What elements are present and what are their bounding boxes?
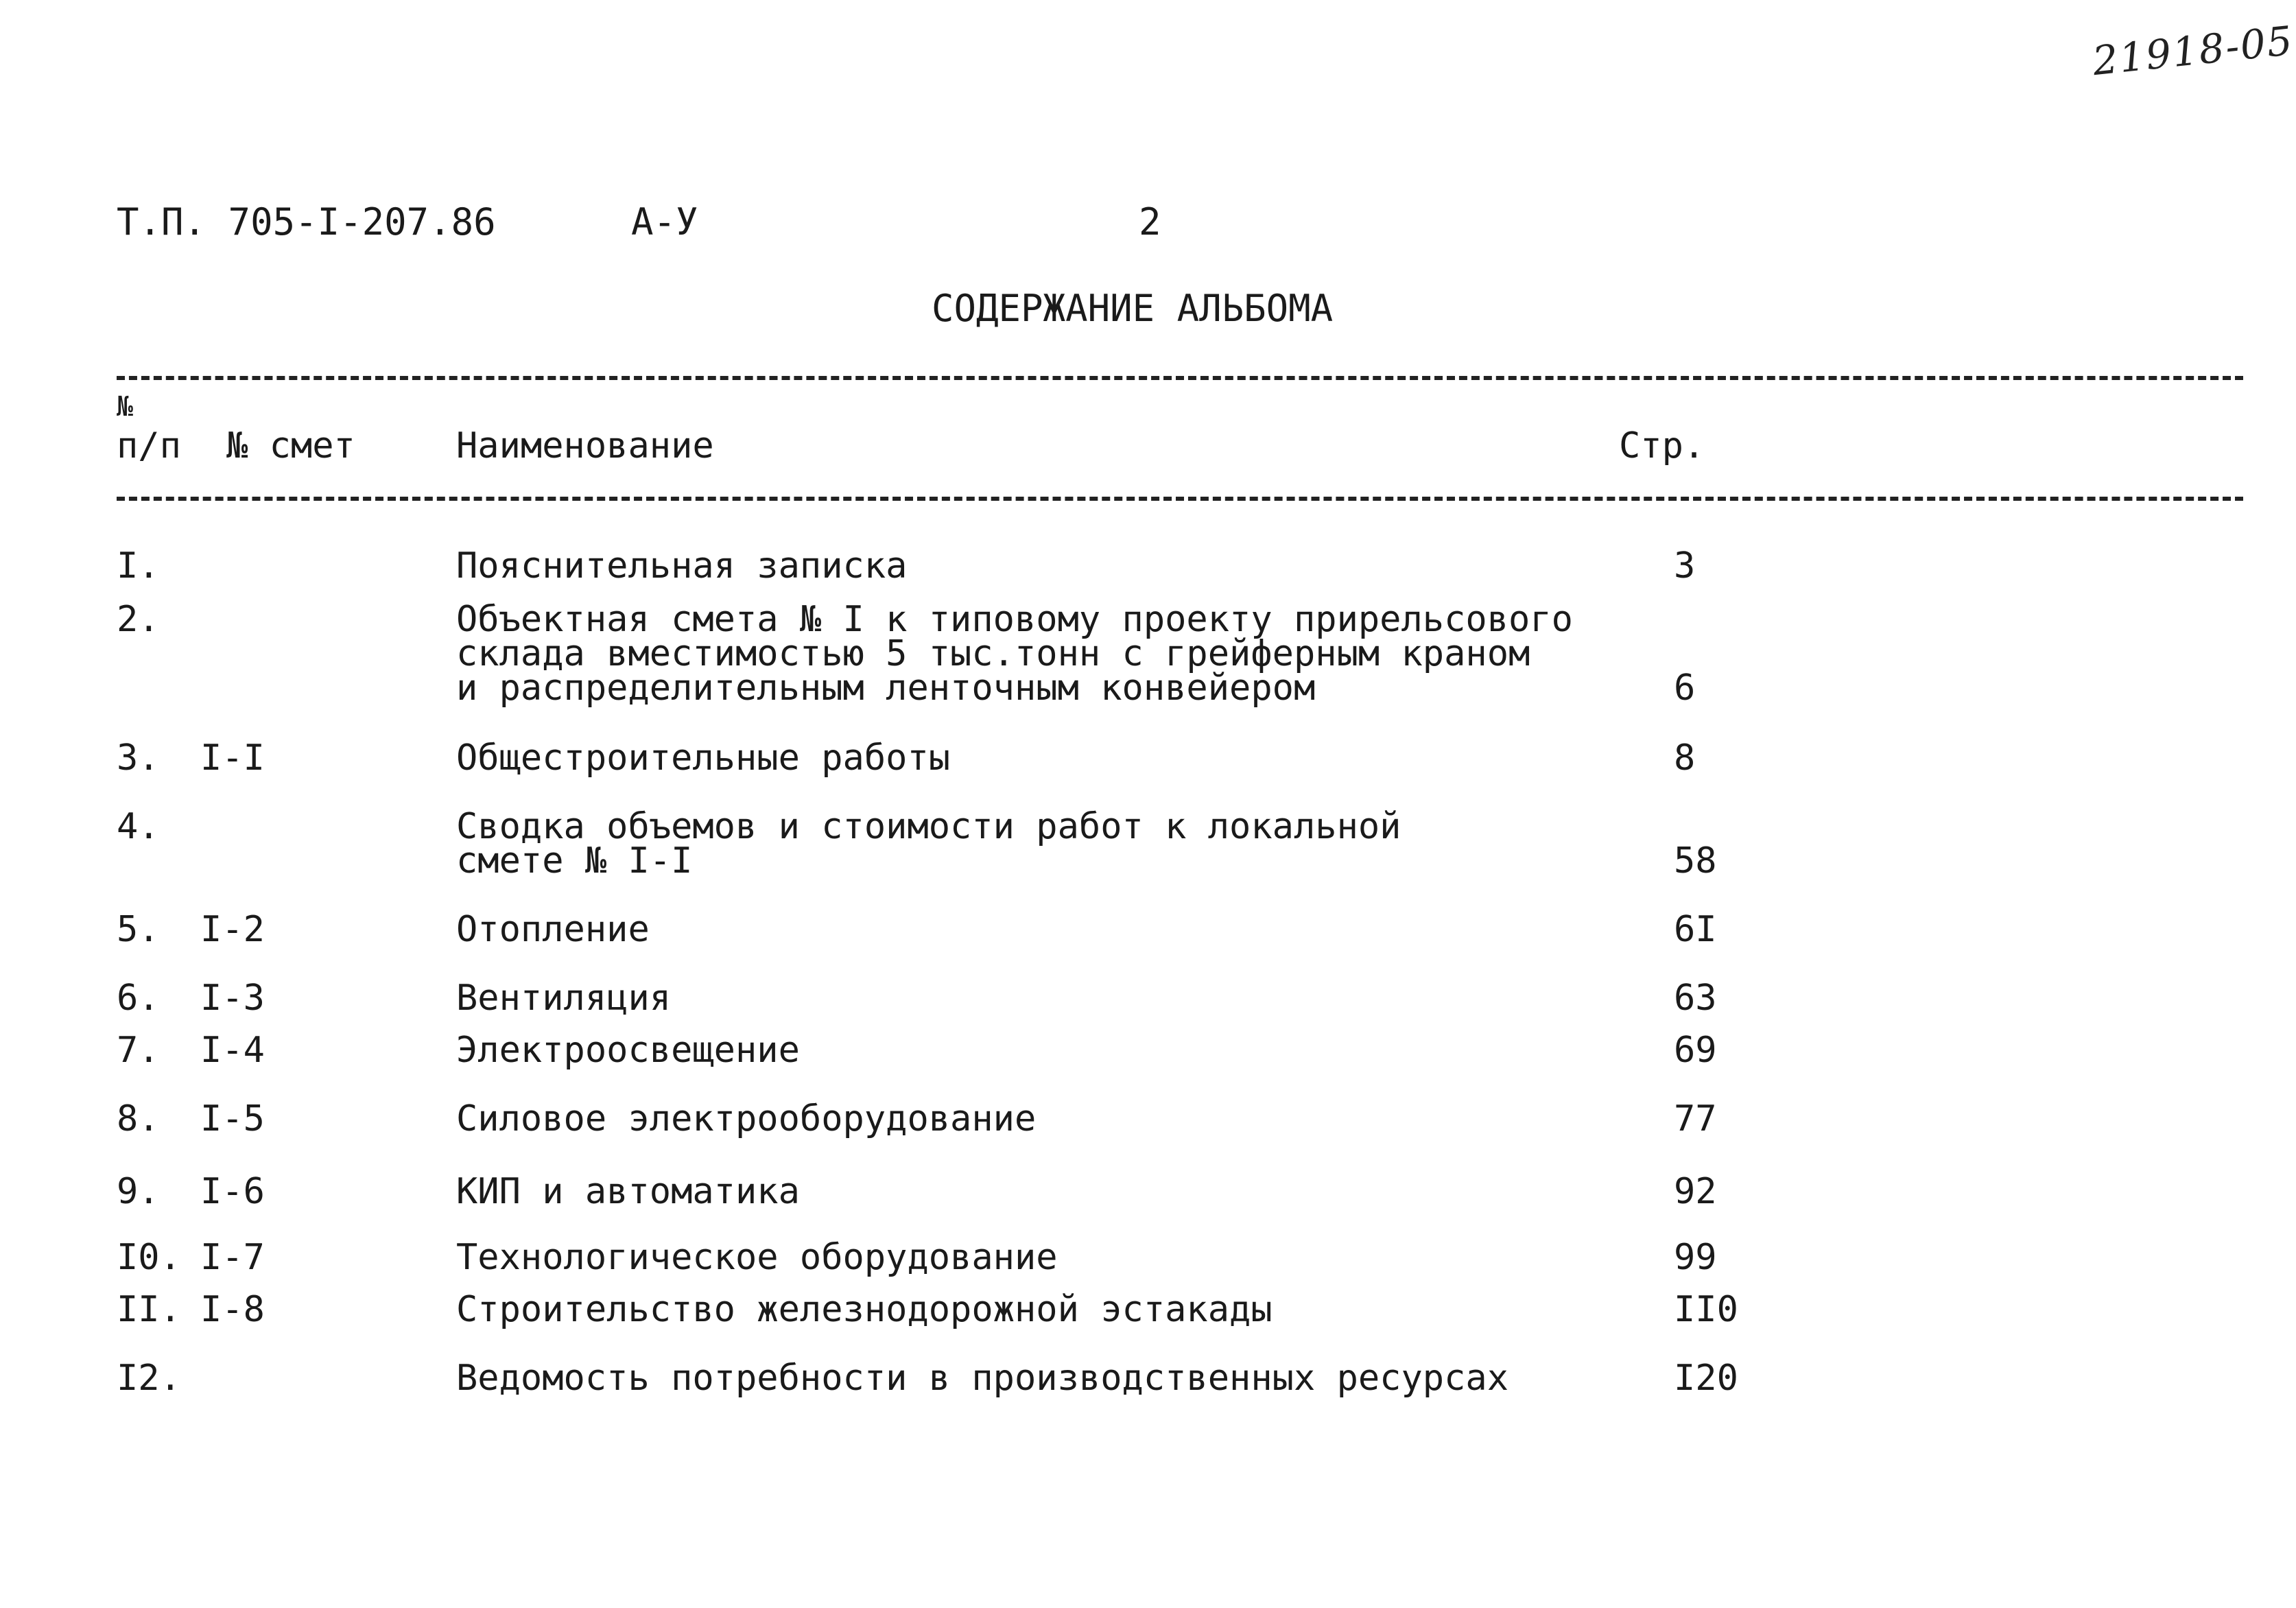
row-estimate: I-5	[200, 1098, 265, 1139]
row-page: 58	[1674, 840, 1717, 882]
row-page: 63	[1674, 978, 1717, 1019]
table-header-rule	[117, 497, 2243, 501]
row-name	[456, 909, 650, 950]
col-num-label: п/п	[117, 425, 181, 466]
row-page: II0	[1674, 1289, 1738, 1330]
row-name	[456, 806, 1401, 882]
row-number: I2.	[117, 1358, 181, 1399]
table-top-rule	[117, 376, 2243, 380]
row-page: 92	[1674, 1171, 1717, 1212]
row-name-line: склада вместимостью 5 тыс.тонн с грейферным краном	[456, 633, 1530, 674]
page-title: СОДЕРЖАНИЕ АЛЬБОМА	[932, 287, 1334, 330]
row-estimate: I-8	[200, 1289, 265, 1330]
row-estimate: I-I	[200, 737, 265, 779]
row-name-line: Ведомость потребности в производственных ресурсах	[456, 1358, 1509, 1399]
row-page: 3	[1674, 545, 1696, 587]
row-page: 6	[1674, 667, 1696, 709]
row-name	[456, 1171, 800, 1212]
row-estimate: I-2	[200, 909, 265, 950]
row-name-line: Строительство железнодорожной эстакады	[456, 1289, 1273, 1330]
row-name	[456, 1358, 1509, 1399]
row-name-line: Сводка объемов и стоимости работ к локальной	[456, 806, 1401, 847]
col-num-symbol: №	[117, 391, 134, 423]
row-number: 5.	[117, 909, 160, 950]
row-number: 2.	[117, 599, 160, 640]
row-name	[456, 1237, 1058, 1278]
row-name-line: КИП и автоматика	[456, 1171, 800, 1212]
col-page-label: Стр.	[1619, 425, 1705, 466]
row-name	[456, 978, 672, 1019]
row-name	[456, 545, 908, 587]
row-name-line: Объектная смета № I к типовому проекту прирельсового	[456, 599, 1573, 640]
row-page: 77	[1674, 1098, 1717, 1139]
col-name-label: Наименование	[456, 425, 714, 466]
row-page: I20	[1674, 1358, 1738, 1399]
row-name-line: и распределительным ленточным конвейером	[456, 667, 1316, 709]
row-name	[456, 737, 951, 779]
row-estimate: I-4	[200, 1030, 265, 1071]
row-page: 99	[1674, 1237, 1717, 1278]
row-number: II.	[117, 1289, 181, 1330]
row-name-line: Пояснительная записка	[456, 545, 908, 587]
row-page: 8	[1674, 737, 1696, 779]
row-name-line: Силовое электрооборудование	[456, 1098, 1037, 1139]
row-number: 3.	[117, 737, 160, 779]
handwritten-inventory-number: 21918-05	[2090, 16, 2296, 85]
row-page: 6I	[1674, 909, 1717, 950]
row-name-line: Отопление	[456, 909, 650, 950]
row-number: 7.	[117, 1030, 160, 1071]
row-number: 8.	[117, 1098, 160, 1139]
album-code: А-У	[631, 200, 698, 244]
row-name-line: Общестроительные работы	[456, 737, 951, 779]
row-number: I0.	[117, 1237, 181, 1278]
row-number: 9.	[117, 1171, 160, 1212]
row-estimate: I-7	[200, 1237, 265, 1278]
row-name	[456, 1289, 1273, 1330]
row-estimate: I-3	[200, 978, 265, 1019]
row-number: 4.	[117, 806, 160, 847]
col-estimate-label: № смет	[226, 425, 355, 466]
row-name-line: Электроосвещение	[456, 1030, 800, 1071]
row-name-line: Вентиляция	[456, 978, 672, 1019]
row-name	[456, 1098, 1037, 1139]
page-number: 2	[1139, 200, 1161, 244]
row-page: 69	[1674, 1030, 1717, 1071]
doc-code: Т.П. 705-I-207.86	[117, 200, 496, 244]
row-number: 6.	[117, 978, 160, 1019]
row-name-line: Технологическое оборудование	[456, 1237, 1058, 1278]
row-number: I.	[117, 545, 160, 587]
row-name	[456, 599, 1573, 709]
row-name	[456, 1030, 800, 1071]
row-name-line: смете № I-I	[456, 840, 693, 882]
row-estimate: I-6	[200, 1171, 265, 1212]
